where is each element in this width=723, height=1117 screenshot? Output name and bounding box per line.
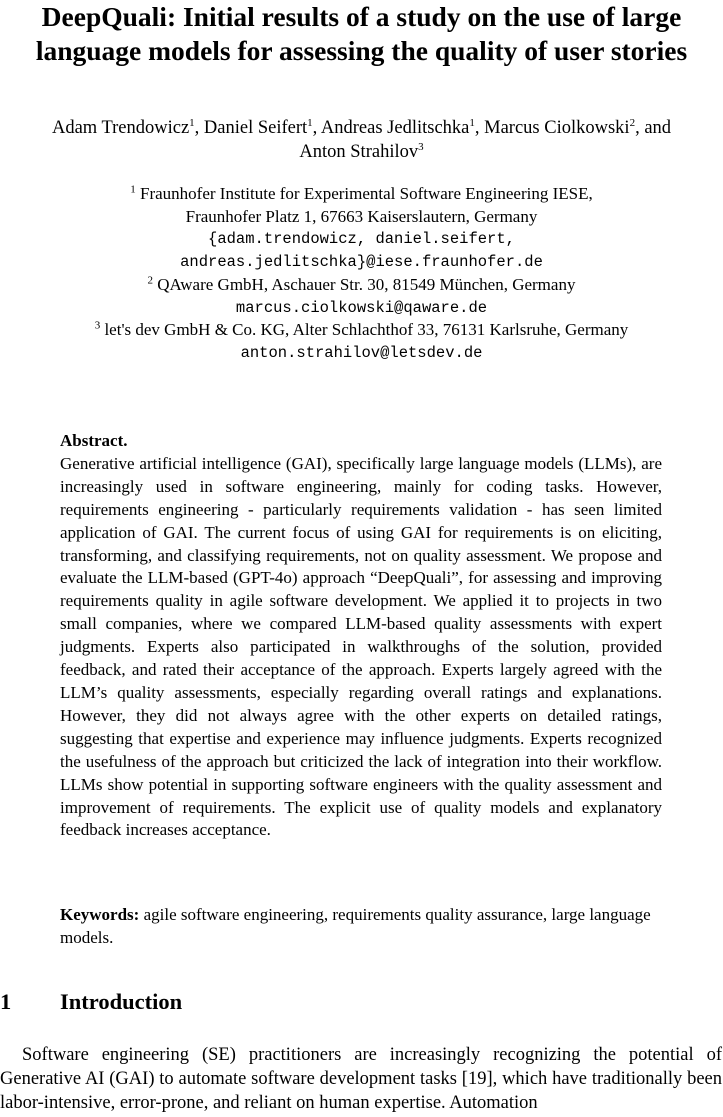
author-name: Adam Trendowicz bbox=[51, 118, 190, 138]
affiliation-mark: 3 bbox=[94, 319, 101, 332]
section-number: 1 bbox=[0, 989, 12, 1014]
author-separator: , bbox=[194, 118, 204, 138]
affiliation-1-email-1: {adam.trendowicz, daniel.seifert, bbox=[208, 230, 515, 249]
author-affiliation-mark: 3 bbox=[418, 140, 424, 153]
author-separator: , bbox=[312, 118, 321, 138]
affiliation-2-email: marcus.ciolkowski@qaware.de bbox=[235, 298, 488, 317]
author-separator: , bbox=[474, 118, 485, 138]
author-affiliation-mark: 1 bbox=[469, 116, 475, 129]
author-affiliation-mark: 1 bbox=[189, 116, 195, 129]
affiliation-1-line-1 bbox=[0, 183, 723, 206]
paper-title bbox=[0, 0, 723, 68]
affiliation-3-line-1 bbox=[0, 319, 723, 342]
affiliation-1-email-2: andreas.jedlitschka}@iese.fraunhofer.de bbox=[180, 253, 543, 272]
author-line-2 bbox=[0, 140, 723, 164]
affiliation-text: let's dev GmbH & Co. KG, Alter Schlachthof 33, 76131 Karlsruhe, Germany bbox=[100, 320, 629, 340]
title-line-1: DeepQuali: Initial results of a study on the use of large bbox=[41, 1, 682, 32]
author-name: Marcus Ciolkowski bbox=[484, 118, 630, 138]
author-list bbox=[0, 116, 723, 164]
abstract-text: Generative artificial intelligence (GAI), specifically large language models (LLMs), are increasingly used in software engineering, mainly for coding tasks. However, requirements engineering - particularly requirements validation - has seen limited application of GAI. The current focus of using GAI for requirements is on eliciting, transforming, and classifying requirements, not on quality assessment. We propose and evaluate the LLM-based (GPT-4o) approach “DeepQuali”, for assessing and improving requirements quality in agile software development. We applied it to projects in two small companies, where we compared LLM-based quality assessments with expert judgments. Experts also participated in walkthroughs of the solution, provided feedback, and rated their acceptance of the approach. Experts largely agreed with the LLM’s quality assessments, especially regarding overall ratings and explanations. However, they did not always agree with the other experts on detailed ratings, suggesting that expertise and experience may influence judgments. Experts recognized the usefulness of the approach but criticized the lack of integration into their workflow. LLMs show potential in supporting software engineers with the quality assessment and improvement of requirements. The explicit use of quality models and explanatory feedback increases acceptance. bbox=[60, 453, 662, 840]
title-line-2: language models for assessing the quality of user stories bbox=[35, 35, 688, 66]
affiliation-text: Fraunhofer Institute for Experimental Software Engineering IESE, bbox=[135, 184, 593, 203]
keywords-label: Keywords: bbox=[60, 905, 140, 924]
affiliation-3-email: anton.strahilov@letsdev.de bbox=[240, 343, 483, 362]
section-title: Introduction bbox=[60, 989, 183, 1014]
author-name: Andreas Jedlitschka bbox=[320, 118, 470, 138]
keywords-text: agile software engineering, requirements quality assurance, large language models. bbox=[60, 905, 651, 947]
abstract bbox=[60, 430, 662, 842]
affiliations bbox=[0, 183, 723, 365]
affiliation-2-line-1 bbox=[0, 274, 723, 297]
keywords bbox=[60, 904, 662, 950]
affiliation-mark: 1 bbox=[130, 183, 136, 196]
author-name: Anton Strahilov bbox=[299, 142, 419, 162]
affiliation-1-line-2: Fraunhofer Platz 1, 67663 Kaiserslautern, Germany bbox=[185, 206, 538, 226]
affiliation-mark: 2 bbox=[147, 274, 154, 287]
affiliation-text: QAware GmbH, Aschauer Str. 30, 81549 München, Germany bbox=[153, 274, 576, 294]
author-line-1 bbox=[0, 116, 723, 140]
introduction-paragraph: Software engineering (SE) practitioners are increasingly recognizing the potential of Generative AI (GAI) to automate software development tasks [19], which have traditionally been labor-intensive, error-prone, and reliant on human expertise. Automation bbox=[0, 1045, 722, 1114]
author-name: Daniel Seifert bbox=[203, 118, 308, 138]
author-affiliation-mark: 1 bbox=[307, 116, 313, 129]
abstract-heading: Abstract. bbox=[60, 431, 128, 450]
author-separator: , and bbox=[635, 118, 672, 138]
author-affiliation-mark: 2 bbox=[629, 116, 636, 129]
